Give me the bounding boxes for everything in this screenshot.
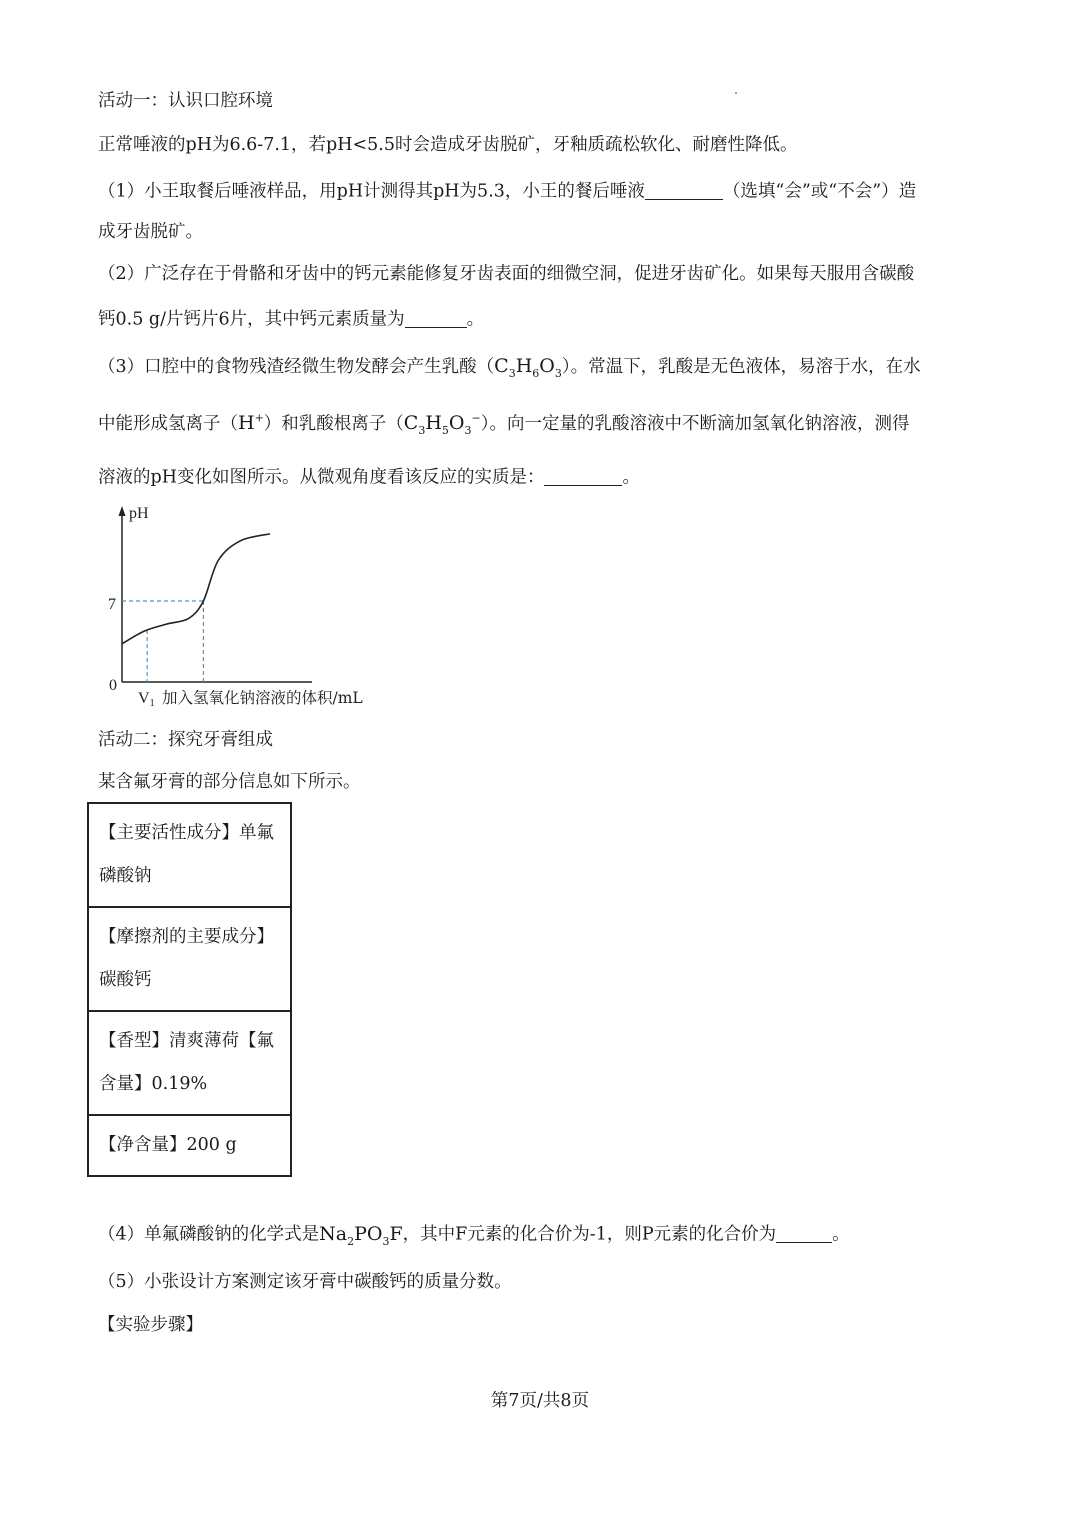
table-row [88, 1011, 291, 1115]
ph-curve [122, 534, 270, 644]
y-axis-label: pH [129, 505, 149, 522]
question-2-text-b: 。 [466, 309, 485, 330]
question-1-text-b: （选填“会”或“不会”）造 [722, 181, 917, 202]
question-3-line-2 [98, 411, 910, 437]
answer-blank-2 [405, 309, 467, 328]
question-1-line-2: 成牙齿脱矿。 [98, 222, 203, 242]
v1-label: V1 [138, 690, 155, 709]
question-3-text-d: ）和乳酸根离子（ [263, 414, 404, 434]
question-4-text-a: （4）单氟磷酸钠的化学式是 [98, 1224, 320, 1245]
question-2-line-1: （2）广泛存在于骨骼和牙齿中的钙元素能修复牙齿表面的细微空洞，促进牙齿矿化。如果每天服用含碳酸 [98, 264, 915, 284]
question-3-text-g: 。 [622, 467, 640, 488]
table-row [88, 1115, 291, 1176]
question-1-line-1 [98, 181, 916, 201]
question-3-text-a: （3）口腔中的食物残渣经微生物发酵会产生乳酸（ [98, 357, 495, 377]
table-row [88, 907, 291, 1011]
speck-mark [735, 92, 737, 94]
activity-one-intro: 正常唾液的pH为6.6-7.1，若pH<5.5时会造成牙齿脱矿，牙釉质疏松软化、耐磨性降低。 [98, 135, 798, 155]
question-3-text-c: 中能形成氢离子（ [98, 414, 238, 434]
question-3-text-f: 溶液的pH变化如图所示。从微观角度看该反应的实质是： [98, 467, 545, 488]
question-3-text-e: ）。向一定量的乳酸溶液中不断滴加氢氧化钠溶液，测得 [480, 414, 910, 434]
question-3-line-3 [98, 467, 640, 487]
lactate-ion-formula: $C_3H_5O_3^-$ [403, 411, 481, 437]
table-row [88, 803, 291, 907]
y-tick-7: 7 [108, 596, 116, 613]
question-4-text-c: 。 [832, 1224, 850, 1245]
question-1-text-a: （1）小王取餐后唾液样品，用pH计测得其pH为5.3，小王的餐后唾液 [98, 181, 645, 202]
table-cell: 【净含量】200 g [88, 1115, 291, 1176]
activity-two-heading: 活动二：探究牙膏组成 [98, 730, 273, 750]
question-2-line-2 [98, 309, 484, 329]
y-axis-arrow [119, 506, 126, 516]
x-axis-label: 加入氢氧化钠溶液的体积/mL [162, 689, 363, 707]
table-cell: 【摩擦剂的主要成分】碳酸钙 [88, 907, 291, 1011]
question-4-line [98, 1222, 850, 1248]
sodium-monofluorophosphate-formula: $Na_2PO_3F$ [319, 1222, 403, 1248]
answer-blank-4 [776, 1224, 832, 1243]
toothpaste-info-table [87, 802, 292, 1177]
table-cell: 【香型】清爽薄荷【氟含量】0.19% [88, 1011, 291, 1115]
question-3-text-b: ）。常温下，乳酸是无色液体，易溶于水，在水 [561, 357, 921, 377]
hydrogen-ion-formula: H+ [238, 411, 264, 434]
ph-titration-chart [100, 500, 400, 710]
question-3-line-1 [98, 355, 921, 380]
table-cell: 【主要活性成分】单氟磷酸钠 [88, 803, 291, 907]
answer-blank-1 [645, 181, 723, 200]
question-2-text-a: 钙0.5 g/片钙片6片，其中钙元素质量为 [98, 309, 405, 330]
question-4-text-b: ，其中F元素的化合价为-1，则P元素的化合价为 [402, 1224, 777, 1245]
answer-blank-3 [544, 467, 622, 486]
page-footer: 第7页/共8页 [490, 1391, 590, 1411]
lactic-acid-formula: $C_3H_6O_3$ [494, 355, 562, 380]
question-5-line: （5）小张设计方案测定该牙膏中碳酸钙的质量分数。 [98, 1272, 512, 1292]
activity-one-heading: 活动一：认识口腔环境 [98, 91, 273, 111]
origin-label: 0 [109, 677, 117, 694]
activity-two-intro: 某含氟牙膏的部分信息如下所示。 [98, 772, 361, 792]
experiment-steps-heading: 【实验步骤】 [98, 1315, 203, 1335]
